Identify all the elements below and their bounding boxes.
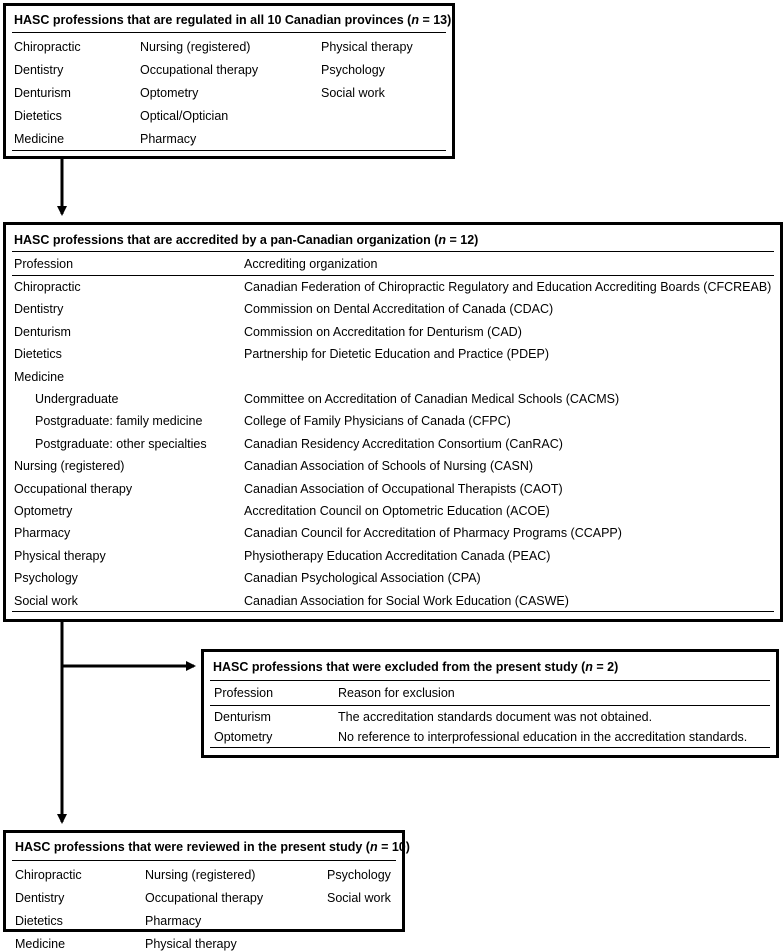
accrediting-org-cell: Commission on Accreditation for Denturism (CAD)	[244, 324, 522, 339]
accrediting-org-cell: Canadian Association of Occupational Therapists (CAOT)	[244, 481, 563, 496]
profession-cell: Nursing (registered)	[14, 459, 125, 474]
profession-item: Nursing (registered)	[145, 868, 256, 882]
profession-cell: Physical therapy	[14, 548, 106, 563]
excluded-profession-header: Profession	[214, 686, 274, 700]
profession-item: Optical/Optician	[140, 109, 229, 123]
accrediting-org-cell: Committee on Accreditation of Canadian Medical Schools (CACMS)	[244, 392, 620, 406]
profession-item: Dentistry	[15, 891, 65, 905]
excluded-profession-cell: Denturism	[214, 710, 271, 724]
profession-item: Pharmacy	[145, 914, 202, 928]
n-label: n	[438, 233, 447, 247]
regulated-professions-box	[3, 3, 455, 159]
n-label: n	[411, 13, 419, 27]
accrediting-org-cell: Canadian Residency Accreditation Consortium (CanRAC)	[244, 436, 563, 451]
accrediting-org-column-header: Accrediting organization	[244, 257, 378, 271]
profession-item: Physical therapy	[321, 40, 413, 54]
profession-cell: Dentistry	[14, 302, 64, 317]
accrediting-org-cell: Physiotherapy Education Accreditation Canada (PEAC)	[244, 548, 551, 563]
exclusion-reason-cell: No reference to interprofessional education in the accreditation standards.	[338, 730, 748, 744]
profession-item: Medicine	[14, 132, 65, 146]
profession-item: Dietetics	[15, 914, 63, 928]
profession-cell: Social work	[14, 593, 78, 608]
profession-cell: Psychology	[14, 571, 78, 586]
profession-item: Optometry	[140, 86, 199, 100]
accrediting-org-cell: Canadian Association for Social Work Education (CASWE)	[244, 593, 569, 608]
profession-item: Nursing (registered)	[140, 40, 251, 54]
profession-item: Physical therapy	[145, 937, 237, 951]
profession-cell: Dietetics	[14, 347, 62, 362]
profession-cell: Chiropractic	[14, 280, 81, 294]
reviewed-professions-box	[3, 830, 410, 951]
profession-item: Social work	[321, 86, 385, 100]
accrediting-org-cell: Canadian Association of Schools of Nursing (CASN)	[244, 459, 534, 474]
accrediting-org-cell: Canadian Federation of Chiropractic Regulatory and Education Accrediting Boards (CFCREAB)	[244, 280, 772, 294]
profession-item: Chiropractic	[15, 868, 82, 882]
profession-cell: Undergraduate	[35, 392, 119, 406]
exclusion-reason-header: Reason for exclusion	[338, 686, 455, 700]
profession-item: Denturism	[14, 86, 71, 100]
accredited-box-title: HASC professions that are accredited by a pan-Canadian organization (n = 12)	[14, 233, 479, 247]
profession-cell: Optometry	[14, 504, 73, 518]
profession-item: Dietetics	[14, 109, 62, 123]
accrediting-org-cell: College of Family Physicians of Canada (CFPC)	[244, 414, 511, 429]
accrediting-org-cell: Partnership for Dietetic Education and Practice (PDEP)	[244, 347, 549, 362]
profession-item: Medicine	[15, 937, 66, 951]
profession-item: Pharmacy	[140, 132, 197, 146]
n-label: n	[585, 660, 593, 674]
reviewed-box-title: HASC professions that were reviewed in the present study (n = 10)	[15, 840, 410, 854]
accredited-professions-box	[3, 222, 783, 622]
profession-cell: Postgraduate: family medicine	[35, 414, 203, 429]
profession-item: Psychology	[321, 63, 385, 77]
exclusion-reason-cell: The accreditation standards document was not obtained.	[338, 710, 653, 724]
excluded-profession-cell: Optometry	[214, 730, 273, 744]
profession-item: Psychology	[327, 868, 391, 882]
profession-cell: Medicine	[14, 369, 65, 384]
profession-cell: Occupational therapy	[14, 481, 133, 496]
regulated-box-title: HASC professions that are regulated in all 10 Canadian provinces (n = 13)	[14, 13, 452, 27]
profession-item: Chiropractic	[14, 40, 81, 54]
profession-cell: Postgraduate: other specialties	[35, 436, 207, 451]
profession-item: Dentistry	[14, 63, 64, 77]
profession-cell: Denturism	[14, 324, 71, 339]
accrediting-org-cell: Accreditation Council on Optometric Education (ACOE)	[244, 504, 550, 518]
profession-column-header: Profession	[14, 257, 74, 271]
accrediting-org-cell: Canadian Council for Accreditation of Pharmacy Programs (CCAPP)	[244, 526, 622, 541]
profession-item: Occupational therapy	[145, 891, 264, 905]
n-label: n	[369, 840, 378, 854]
excluded-box-title: HASC professions that were excluded from the present study (n = 2)	[213, 660, 619, 674]
accrediting-org-cell: Canadian Psychological Association (CPA)	[244, 571, 481, 586]
profession-item: Occupational therapy	[140, 63, 259, 77]
profession-cell: Pharmacy	[14, 526, 71, 541]
excluded-professions-box	[201, 649, 779, 758]
profession-item: Social work	[327, 891, 391, 905]
accrediting-org-cell: Commission on Dental Accreditation of Canada (CDAC)	[244, 302, 554, 317]
